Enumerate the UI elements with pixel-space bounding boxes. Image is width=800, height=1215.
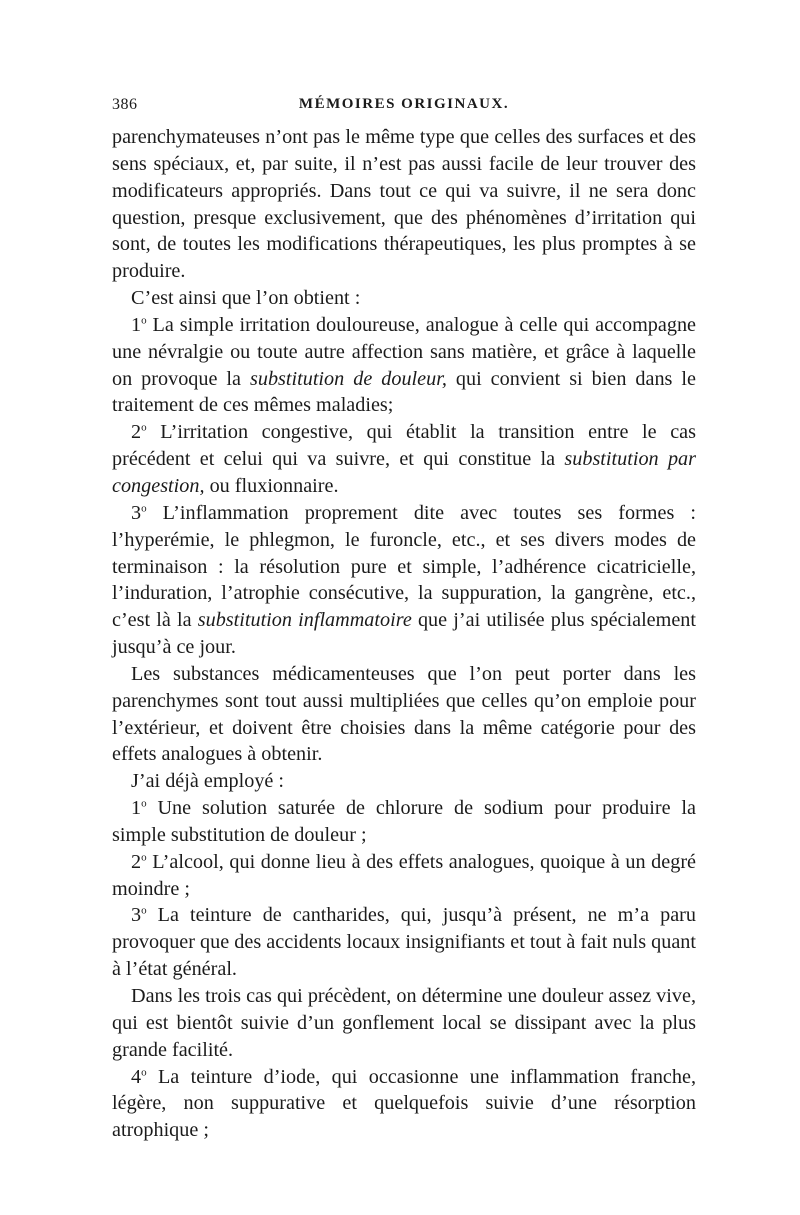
text-run: 2	[131, 850, 142, 873]
text-run: qui convient si bien dans le traitement de ces mêmes maladies;	[112, 367, 696, 417]
text-run: 1	[131, 797, 142, 820]
page-number: 386	[112, 96, 138, 113]
text-run: 3	[131, 904, 142, 927]
paragraph	[112, 1064, 696, 1145]
paragraph	[112, 419, 696, 500]
text-run: Dans les trois cas qui précèdent, on détermine une douleur assez vive, qui est bientôt suivie d’un gonflement local se dissipant avec la plus grande facilité.	[112, 985, 696, 1061]
text-run: La simple irritation douloureuse, analogue à celle qui accompagne une névralgie ou toute autre affection sans matière, et grâce à laquelle on provoque la	[112, 313, 696, 390]
italic-term: substitution de douleur,	[250, 367, 447, 390]
ordinal-superscript: o	[141, 904, 147, 917]
ordinal-superscript: o	[141, 314, 147, 327]
italic-term: substitution par congestion,	[112, 448, 696, 497]
paragraph	[112, 312, 696, 419]
running-title: MÉMOIRES ORIGINAUX.	[298, 96, 510, 112]
running-head	[112, 96, 696, 124]
text-run: L’alcool, qui donne lieu à des effets analogues, quoique à un degré moindre ;	[112, 850, 696, 900]
paragraph	[112, 768, 696, 795]
text-run: ou fluxionnaire.	[204, 474, 339, 497]
text-run: La teinture de cantharides, qui, jusqu’à présent, ne m’a paru provoquer que des accidents locaux insignifiants et tout à fait nuls quant à l’état général.	[112, 904, 696, 981]
ordinal-superscript: o	[141, 1065, 147, 1078]
paragraph	[112, 902, 696, 983]
paragraph	[112, 849, 696, 903]
paragraph	[112, 661, 696, 768]
ordinal-superscript: o	[141, 421, 147, 434]
text-run: L’inflammation proprement dite avec toutes ses formes : l’hyperémie, le phlegmon, le furoncle, etc., et ses divers modes de terminaison : la résolution pure et simple, l’adhérence cicatricielle, l’induration, l’atrophie consécutive, la suppuration, la gangrène, etc., c’est là la	[112, 501, 696, 632]
ordinal-superscript: o	[141, 797, 147, 810]
text-run: J’ai déjà employé :	[131, 770, 285, 793]
paragraph	[112, 983, 696, 1064]
text-run: parenchymateuses n’ont pas le même type que celles des surfaces et des sens spéciaux, et, par suite, il n’est pas aussi facile de leur trouver des modificateurs appropriés. Dans tout ce qui va suivre, il ne sera donc question, presque exclusivement, que des phénomènes d’irritation qui sont, de toutes les modifications thérapeutiques, les plus promptes à se produire.	[112, 126, 696, 283]
text-run: La teinture d’iode, qui occasionne une inflammation franche, légère, non suppurative et quelquefois suivie d’une résorption atrophique ;	[112, 1065, 696, 1142]
text-run: 3	[131, 501, 142, 524]
book-page	[112, 96, 696, 1144]
text-run: C’est ainsi que l’on obtient :	[131, 287, 361, 310]
ordinal-superscript: o	[141, 502, 147, 515]
text-run: 4	[131, 1065, 142, 1088]
italic-term: substitution inflammatoire	[197, 609, 412, 632]
text-run: Les substances médicamenteuses que l’on peut porter dans les parenchymes sont tout aussi multipliées que celles qu’on emploie pour l’extérieur, et doivent être choisies dans la même catégorie pour des effets analogues à obtenir.	[112, 662, 696, 766]
text-run: L’irritation congestive, qui établit la transition entre le cas précédent et celui qui va suivre, et qui constitue la	[112, 421, 696, 471]
paragraph	[112, 795, 696, 849]
text-run: 2	[131, 421, 142, 444]
text-run: 1	[131, 313, 142, 336]
paragraph	[112, 500, 696, 661]
text-run: Une solution saturée de chlorure de sodium pour produire la simple substitution de douleur ;	[112, 797, 696, 846]
paragraph	[112, 285, 696, 312]
ordinal-superscript: o	[141, 851, 147, 864]
paragraph	[112, 124, 696, 285]
text-run: que j’ai utilisée plus spécialement jusqu’à ce jour.	[112, 609, 697, 659]
body-text	[112, 124, 696, 1144]
